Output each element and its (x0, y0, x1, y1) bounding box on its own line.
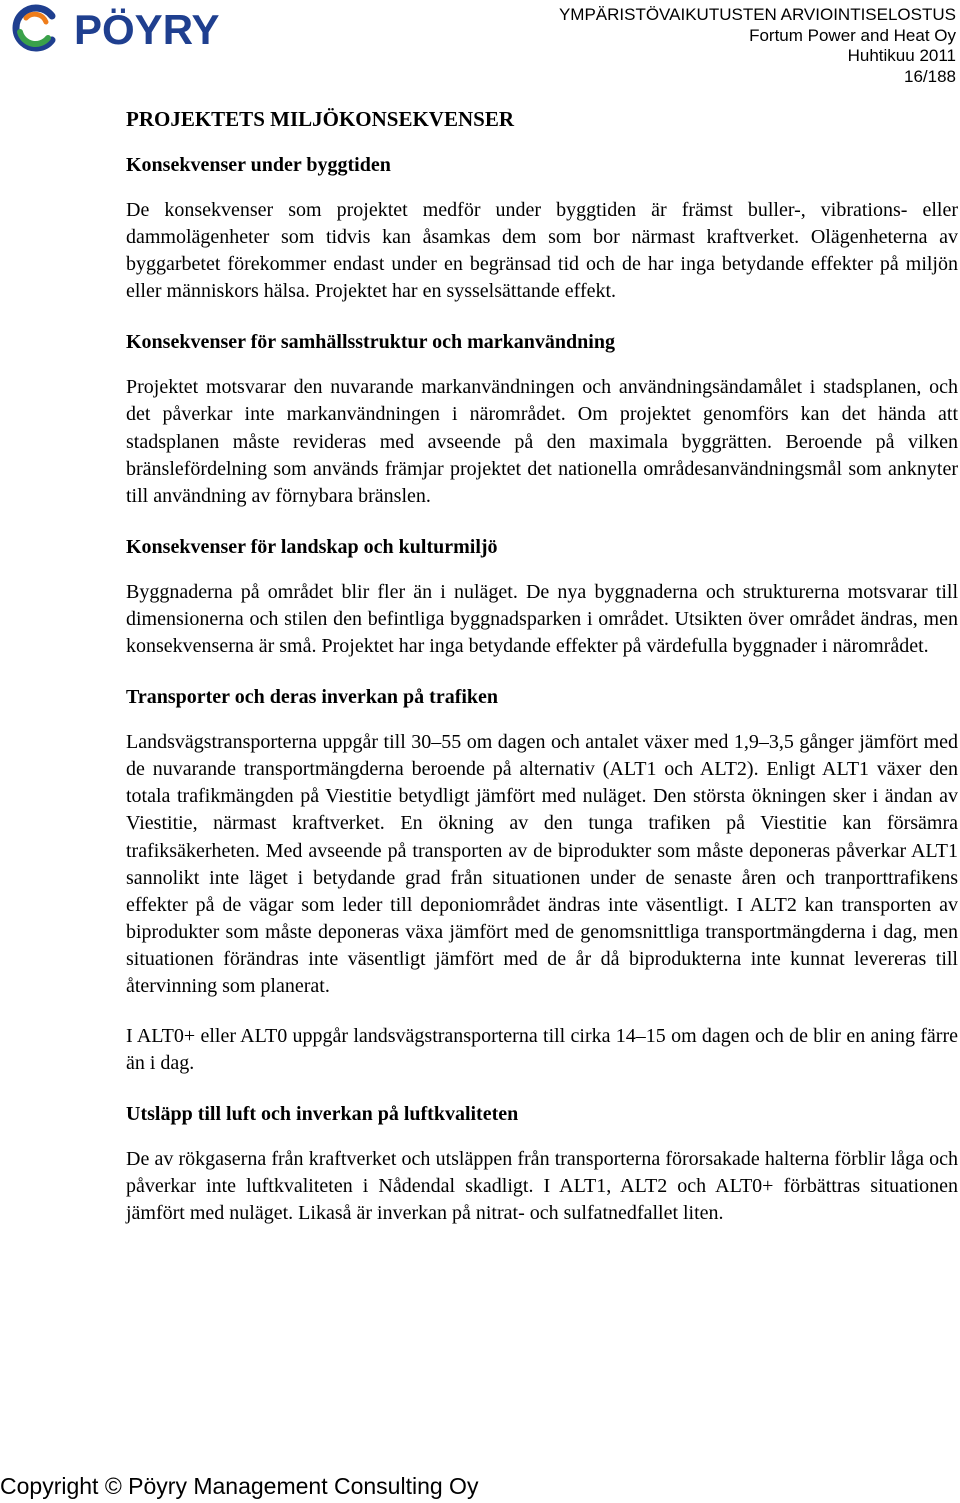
paragraph-landscape: Byggnaderna på området blir fler än i nuläget. De nya byggnaderna och strukturerna motsvarar till dimensionerna och stilen den befintliga byggnadsparken i området. Utsikten över området ändras, men konsekvenserna är små. Projektet har inga betydande effekter på värdefulla byggnader i närområdet. (126, 580, 958, 658)
logo-wordmark: PÖYRY (74, 6, 220, 53)
paragraph-traffic-1: Landsvägstransporterna uppgår till 30–55 om dagen och antalet växer med 1,9–3,5 gånger jämfört med de nuvarande transportmängderna beroende på alternativ (ALT1 och ALT2). Enligt ALT1 växer den totala trafikmängden på Viestitie betydligt jämfört med nuläget. Den största ökningen sker i ändan av Viestitie, närmast kraftverket. En ökning av den tunga trafiken på Viestitie kan försämra trafiksäkerheten. Med avseende på transporten av de biprodukter som måste deponeras påverkar ALT1 sannolikt inte läget i betydande grad från situationen under de senaste åren och tranporttrafikens effekter på de vägar som leder till deponiområdet ändras inte väsentligt. I ALT2 kan transporten av biprodukter som måste deponeras växa jämfört med de genomsnittliga transportmängderna i dag, men situationen förändras inte väsentligt jämfört med de år då biprodukterna inte kunnat levereras till återvinning som planerat. (126, 731, 958, 997)
document-header (559, 5, 956, 87)
section-heading-air: Utsläpp till luft och inverkan på luftkvaliteten (126, 1103, 519, 1126)
page-title: PROJEKTETS MILJÖKONSEKVENSER (126, 107, 514, 131)
doc-date: Huhtikuu 2011 (847, 46, 956, 65)
paragraph-construction: De konsekvenser som projektet medför under byggtiden är främst buller-, vibrations- eller dammolägenheter som tidvis kan åsamkas dem som bor närmast kraftverket. Olägenheterna av byggarbetet förekommer endast under en begränsad tid och de har inga betydande effekter på miljön eller människors hälsa. Projektet har en sysselsättande effekt. (126, 199, 958, 303)
section-heading-landscape: Konsekvenser för landskap och kulturmiljö (126, 535, 498, 558)
paragraph-air: De av rökgaserna från kraftverket och utsläppen från transporterna förorsakade halterna förblir låga och påverkar inte luftkvaliteten i Nådendal skadligt. I ALT1, ALT2 och ALT0+ förbättras situationen jämfört med nuläget. Likaså är inverkan på nitrat- och sulfatnedfallet liten. (126, 1148, 958, 1225)
page-number: 16/188 (904, 66, 956, 86)
poyry-logo-graphic (8, 2, 270, 54)
main-content (126, 104, 958, 1251)
paragraph-land-use: Projektet motsvarar den nuvarande markanvändningen och användningsändamålet i stadsplanen, och det påverkar inte markanvändningen i närområdet. Om projektet genomförs kan det hända att stadsplanen måste revideras med avseende på den maximala byggrätten. Beroende på vilken bränslefördelning som används främjar projektet det nationella områdesanvändningsmål som anknyter till användning av förnybara bränslen. (126, 376, 958, 507)
section-heading-construction: Konsekvenser under byggtiden (126, 154, 391, 176)
section-heading-traffic: Transporter och deras inverkan på trafiken (126, 686, 499, 709)
section-heading-land-use: Konsekvenser för samhällsstruktur och markanvändning (126, 331, 615, 354)
copyright-footer: Copyright © Pöyry Management Consulting Oy (0, 1473, 479, 1499)
company-name: Fortum Power and Heat Oy (749, 25, 956, 45)
paragraph-traffic-2: I ALT0+ eller ALT0 uppgår landsvägstransporterna till cirka 14–15 om dagen och de blir en aning färre än i dag. (126, 1025, 958, 1075)
doc-type: YMPÄRISTÖVAIKUTUSTEN ARVIOINTISELOSTUS (558, 5, 956, 24)
poyry-logo (8, 2, 270, 54)
